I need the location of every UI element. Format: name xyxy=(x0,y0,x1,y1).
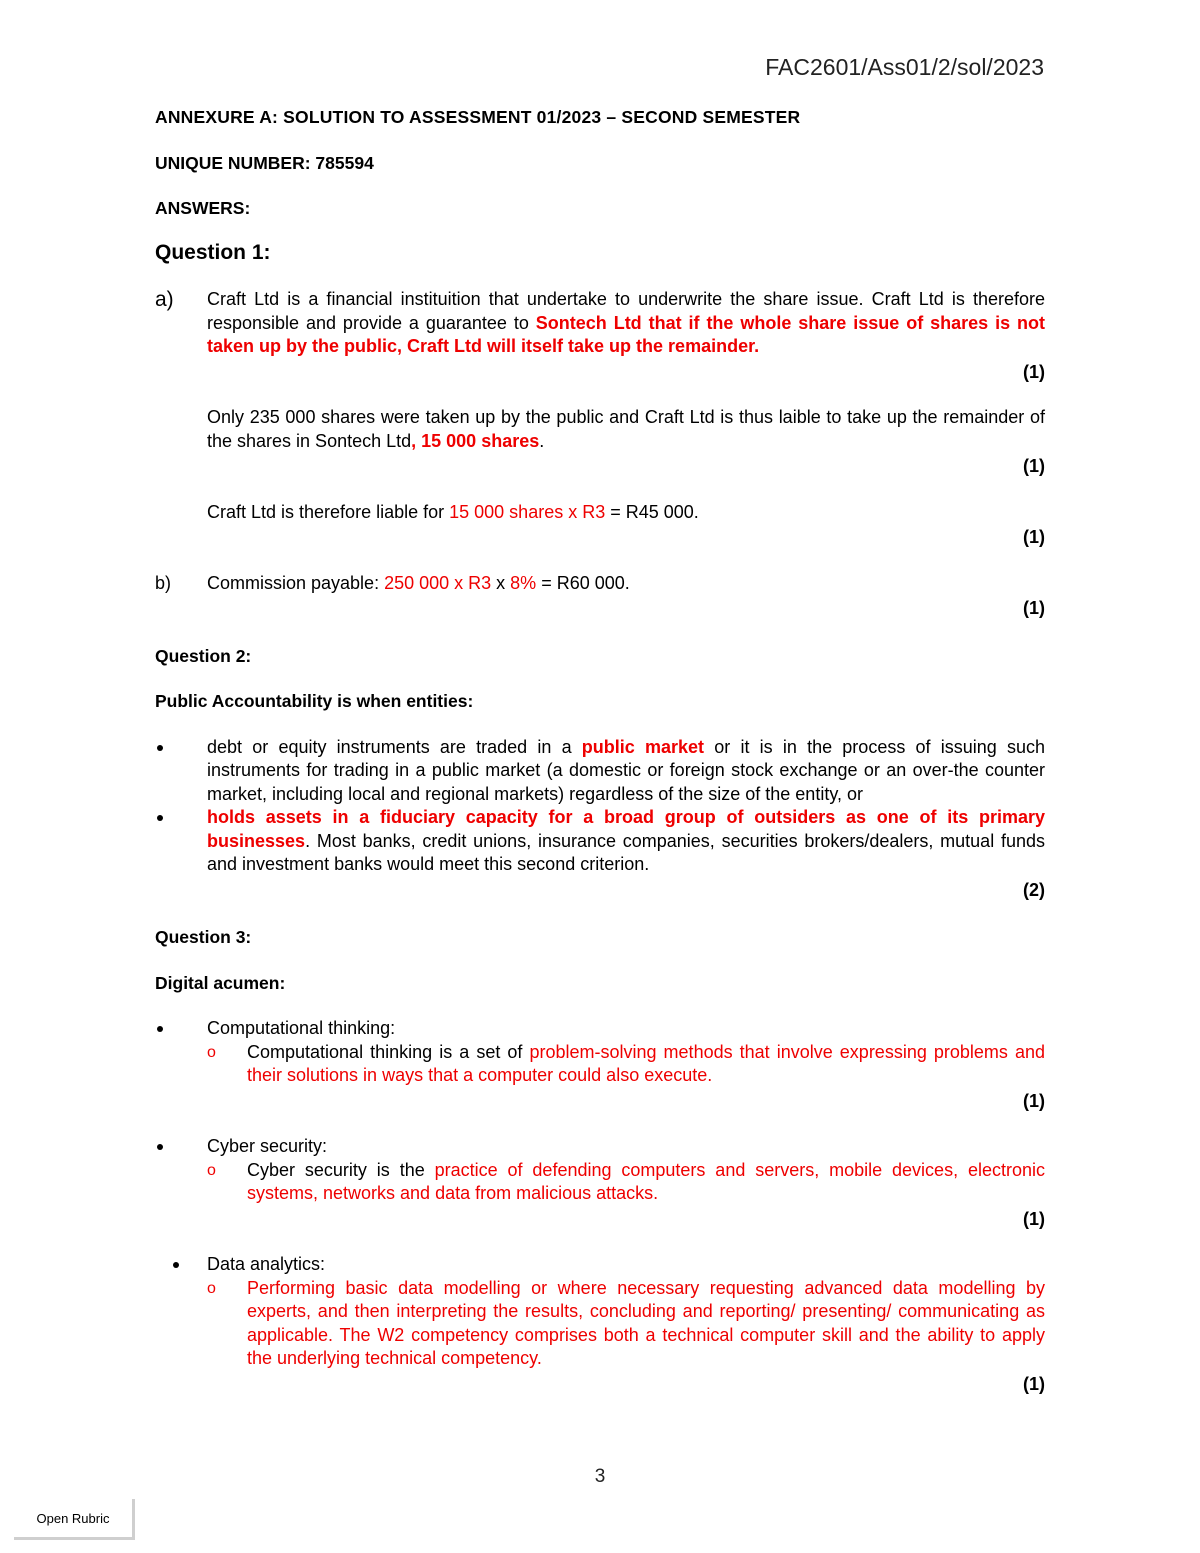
text-plain: = R45 000. xyxy=(605,501,699,522)
question-1a-paragraph-2 xyxy=(207,406,1045,453)
question-3-subheading: Digital acumen: xyxy=(155,972,286,993)
mark: (1) xyxy=(1023,1090,1045,1111)
list-item xyxy=(155,1135,1045,1159)
bullet-label: Data analytics: xyxy=(207,1254,326,1274)
text-highlight: 250 000 x R3 xyxy=(384,572,492,593)
text-plain: Computational thinking is a set of xyxy=(247,1041,530,1062)
text-highlight: Sontech Ltd that if the whole share issue of shares is not taken up by the public, Craft Ltd will itself take up the remainder. xyxy=(207,312,1045,356)
list-item xyxy=(155,736,1045,807)
annexure-title: ANNEXURE A: SOLUTION TO ASSESSMENT 01/2023 – SECOND SEMESTER xyxy=(155,107,801,127)
text-plain: debt or equity instruments are traded in a xyxy=(207,736,582,757)
mark: (1) xyxy=(1023,598,1045,618)
text-highlight: 15 000 shares x R3 xyxy=(449,501,606,522)
answers-heading: ANSWERS: xyxy=(155,198,251,218)
mark: (1) xyxy=(1023,1208,1045,1229)
question-2-heading: Question 2: xyxy=(155,645,252,666)
text-plain: . xyxy=(539,430,545,451)
text-plain: = R60 000. xyxy=(536,572,630,593)
document-code: FAC2601/Ass01/2/sol/2023 xyxy=(765,54,1044,80)
unique-number: UNIQUE NUMBER: 785594 xyxy=(155,152,374,173)
text-highlight: 8% xyxy=(510,572,537,593)
list-item xyxy=(155,806,1045,877)
mark: (1) xyxy=(1023,1373,1045,1394)
page-number: 3 xyxy=(594,1466,606,1487)
bullet-label: Computational thinking: xyxy=(207,1018,396,1038)
sub-list-item xyxy=(155,1277,1045,1371)
document-body xyxy=(155,106,1045,1396)
text-highlight: , 15 000 shares xyxy=(411,430,540,451)
text-plain: Only 235 000 shares were taken up by the public and Craft Ltd is thus laible to take up the remainder of the shares in Sontech Ltd xyxy=(207,407,1045,451)
text-highlight: Performing basic data modelling or where necessary requesting advanced data modelling by experts, and then interpreting the results, concluding and reporting/ presenting/ communicating as applicable. The W2 competency comprises both a technical computer skill and the ability to apply the underlying technical competency. xyxy=(247,1277,1045,1368)
bullet-icon xyxy=(155,736,207,807)
text-highlight: public market xyxy=(581,736,705,757)
text-plain: Craft Ltd is a financial instituition that undertake to underwrite the share issue. Craft Ltd is therefore responsible and provide a guarantee to xyxy=(207,289,1045,333)
question-3-heading: Question 3: xyxy=(155,927,252,947)
question-1-heading: Question 1: xyxy=(155,240,271,264)
list-item xyxy=(155,1017,1045,1041)
text-plain: Commission payable: xyxy=(207,572,385,593)
mark: (1) xyxy=(1023,361,1045,382)
question-1a xyxy=(155,288,1045,359)
bullet-icon xyxy=(155,806,207,877)
question-2-subheading: Public Accountability is when entities: xyxy=(155,691,474,711)
question-1a-part-3 xyxy=(155,501,1045,525)
question-1b-paragraph xyxy=(207,572,1045,596)
mark: (1) xyxy=(1023,527,1045,547)
text-highlight: practice of defending computers and servers, mobile devices, electronic systems, networks and data from malicious attacks. xyxy=(247,1159,1045,1203)
bullet-icon xyxy=(155,1135,207,1159)
sub-list-item xyxy=(155,1041,1045,1088)
text-highlight: problem-solving methods that involve expressing problems and their solutions in ways that a computer could also execute. xyxy=(247,1041,1046,1085)
question-1a-paragraph-1 xyxy=(207,288,1045,359)
text-plain: Craft Ltd is therefore liable for xyxy=(207,501,450,522)
bullet-label: Cyber security: xyxy=(207,1136,328,1156)
item-label: b) xyxy=(155,572,172,593)
mark: (2) xyxy=(1023,879,1045,900)
item-label: a) xyxy=(155,288,174,311)
circle-bullet-icon: o xyxy=(207,1043,216,1061)
text-plain: x xyxy=(491,572,511,593)
text-plain: or it is in the process of issuing such instruments for trading in a public market (a domestic or foreign stock exchange or an over-the counter market, including local and regional markets) regardless of the size of the entity, or xyxy=(207,736,1045,804)
bullet-icon xyxy=(155,1253,207,1277)
open-rubric-button[interactable]: Open Rubric xyxy=(14,1499,135,1540)
list-item xyxy=(155,1253,1045,1277)
text-plain: . Most banks, credit unions, insurance companies, securities brokers/dealers, mutual funds and investment banks would meet this second criterion. xyxy=(207,830,1045,874)
text-plain: Cyber security is the xyxy=(247,1159,435,1180)
circle-bullet-icon: o xyxy=(207,1279,216,1297)
sub-list-item xyxy=(155,1159,1045,1206)
question-1a-paragraph-3 xyxy=(207,501,1045,525)
question-1b xyxy=(155,572,1045,596)
question-1a-part-2 xyxy=(155,406,1045,453)
bullet-icon xyxy=(155,1017,207,1041)
text-highlight: holds assets in a fiduciary capacity for a broad group of outsiders as one of its primary businesses xyxy=(207,807,1045,851)
mark: (1) xyxy=(1023,456,1045,476)
circle-bullet-icon: o xyxy=(207,1161,216,1179)
